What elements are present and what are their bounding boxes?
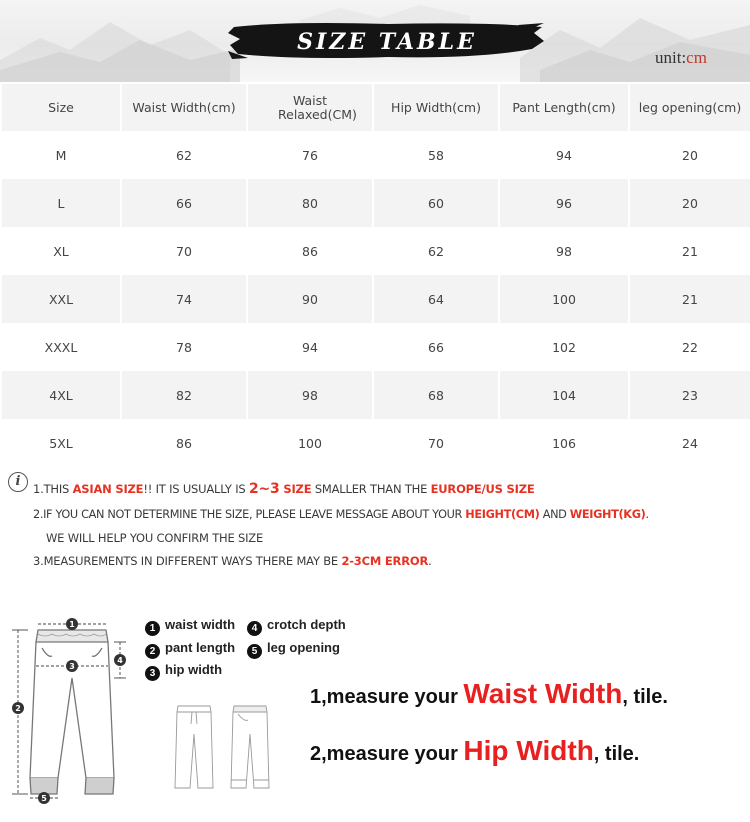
cell-pant-length: 104 (500, 371, 628, 419)
legend-number: 1 (145, 621, 160, 636)
diagram-marker-4: 4 (117, 656, 123, 665)
note-2-text-a: 2.IF YOU CAN NOT DETERMINE THE SIZE, PLEASE LEAVE MESSAGE ABOUT YOUR (33, 508, 466, 521)
pants-sketch-illustration (170, 700, 280, 795)
table-row (2, 179, 750, 227)
instruction-suffix: , tile. (593, 743, 640, 765)
page-title: SIZE TABLE (297, 29, 477, 55)
legend-number: 3 (145, 666, 160, 681)
header-hip-width: Hip Width(cm) (374, 84, 498, 131)
instruction-hip (310, 735, 639, 767)
header-waist-width: Waist Width(cm) (122, 84, 246, 131)
diagram-marker-2: 2 (15, 704, 21, 713)
cell-pant-length: 98 (500, 227, 628, 275)
legend-label: leg opening (267, 640, 340, 655)
cell-leg-opening: 21 (630, 227, 750, 275)
header-banner (0, 0, 750, 82)
header-waist-relaxed: Waist Relaxed(CM) (248, 84, 372, 131)
cell-leg-opening: 23 (630, 371, 750, 419)
note-1-text-f: SMALLER THAN THE (311, 482, 431, 496)
diagram-marker-1: 1 (69, 620, 75, 629)
cell-pant-length: 100 (500, 275, 628, 323)
note-2-text-e: . (645, 508, 649, 521)
cell-pant-length: 94 (500, 131, 628, 179)
cell-waist-width: 66 (122, 179, 246, 227)
note-1-text-c: !! IT IS USUALLY IS (143, 482, 249, 496)
cell-leg-opening: 20 (630, 131, 750, 179)
cell-leg-opening: 21 (630, 275, 750, 323)
cell-waist-relaxed: 94 (248, 323, 372, 371)
cell-hip-width: 58 (374, 131, 498, 179)
note-1-europe-us: EUROPE/US SIZE (430, 482, 535, 496)
legend-label: waist width (165, 617, 236, 632)
legend-number: 5 (247, 644, 262, 659)
note-1-size-word: SIZE (279, 482, 312, 496)
cell-hip-width: 64 (374, 275, 498, 323)
cell-pant-length: 96 (500, 179, 628, 227)
legend-label: crotch depth (267, 617, 346, 632)
header-leg-opening: leg opening(cm) (630, 84, 750, 131)
note-1-size-range: 2~3 (248, 481, 280, 497)
legend-item (247, 640, 340, 659)
note-2-text-c: AND (539, 508, 570, 521)
cell-hip-width: 62 (374, 227, 498, 275)
cell-hip-width: 70 (374, 419, 498, 467)
cell-hip-width: 68 (374, 371, 498, 419)
cell-waist-width: 62 (122, 131, 246, 179)
cell-waist-relaxed: 100 (248, 419, 372, 467)
cell-size: XXL (2, 275, 120, 323)
pants-measurement-diagram (0, 608, 140, 813)
note-2-weight: WEIGHT(KG) (569, 508, 646, 521)
note-3 (33, 554, 432, 568)
legend-item (145, 662, 222, 681)
unit-value: cm (686, 48, 707, 67)
instruction-waist (310, 678, 668, 710)
instruction-highlight-waist: Waist Width (463, 678, 623, 709)
cell-size: XL (2, 227, 120, 275)
table-row (2, 227, 750, 275)
cell-leg-opening: 20 (630, 179, 750, 227)
unit-label (655, 48, 707, 68)
cell-leg-opening: 24 (630, 419, 750, 467)
note-2 (33, 508, 649, 521)
header-size: Size (2, 84, 120, 131)
cell-size: 5XL (2, 419, 120, 467)
cell-waist-width: 78 (122, 323, 246, 371)
note-3-error-range: 2-3CM ERROR (341, 554, 429, 568)
table-header-row (2, 84, 750, 131)
table-row (2, 323, 750, 371)
header-pant-length: Pant Length(cm) (500, 84, 628, 131)
cell-size: XXXL (2, 323, 120, 371)
note-1 (33, 481, 535, 497)
legend-label: hip width (165, 662, 223, 677)
info-icon: i (8, 472, 28, 492)
cell-waist-relaxed: 86 (248, 227, 372, 275)
cell-waist-width: 86 (122, 419, 246, 467)
note-1-asian-size: ASIAN SIZE (72, 482, 144, 496)
cell-waist-width: 82 (122, 371, 246, 419)
instruction-prefix: 2,measure your (310, 743, 464, 765)
cell-waist-relaxed: 98 (248, 371, 372, 419)
note-2-continued: WE WILL HELP YOU CONFIRM THE SIZE (46, 531, 264, 545)
cell-pant-length: 106 (500, 419, 628, 467)
cell-size: 4XL (2, 371, 120, 419)
size-table (0, 84, 750, 467)
cell-waist-width: 74 (122, 275, 246, 323)
note-3-text-c: . (428, 554, 432, 568)
instruction-prefix: 1,measure your (310, 686, 464, 708)
legend-item (145, 617, 235, 636)
legend-number: 2 (145, 644, 160, 659)
note-1-text-a: 1.THIS (33, 482, 73, 496)
cell-size: M (2, 131, 120, 179)
table-row (2, 419, 750, 467)
cell-waist-width: 70 (122, 227, 246, 275)
table-row (2, 275, 750, 323)
diagram-marker-5: 5 (41, 794, 47, 803)
cell-waist-relaxed: 80 (248, 179, 372, 227)
instruction-suffix: , tile. (622, 686, 668, 708)
cell-leg-opening: 22 (630, 323, 750, 371)
cell-hip-width: 60 (374, 179, 498, 227)
cell-size: L (2, 179, 120, 227)
cell-waist-relaxed: 90 (248, 275, 372, 323)
note-2-height: HEIGHT(CM) (465, 508, 540, 521)
cell-waist-relaxed: 76 (248, 131, 372, 179)
note-3-text-a: 3.MEASUREMENTS IN DIFFERENT WAYS THERE MAY BE (33, 554, 342, 568)
cell-pant-length: 102 (500, 323, 628, 371)
legend-number: 4 (247, 621, 262, 636)
diagram-marker-3: 3 (69, 662, 75, 671)
legend-item (247, 617, 346, 636)
table-row (2, 131, 750, 179)
table-row (2, 371, 750, 419)
legend-item (145, 640, 235, 659)
unit-prefix: unit: (655, 48, 687, 67)
instruction-highlight-hip: Hip Width (463, 735, 594, 766)
cell-hip-width: 66 (374, 323, 498, 371)
legend-label: pant length (165, 640, 236, 655)
